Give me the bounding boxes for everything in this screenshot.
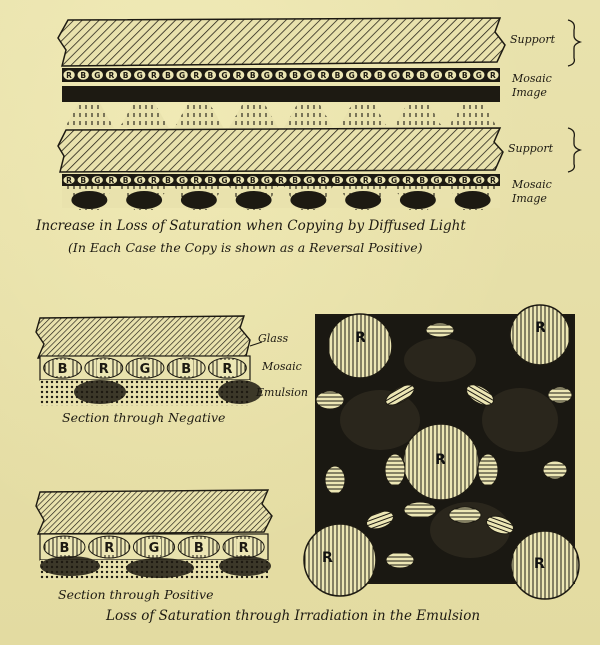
mosaic-grain-letter: G (179, 176, 186, 185)
mosaic-grain-letter: G (390, 71, 398, 80)
mosaic-grain-letter: B (207, 176, 214, 185)
section-grain-letter: R (104, 541, 115, 556)
light-cone (284, 102, 333, 128)
mosaic-grain-letter: B (207, 71, 214, 80)
mosaic-grain (261, 70, 273, 80)
micrograph-letter-r-5: R (534, 556, 545, 572)
mosaic-grain-letter: G (94, 71, 101, 80)
mosaic-grain (176, 70, 188, 80)
support-layer-2 (58, 128, 503, 172)
light-cone (338, 102, 387, 128)
mosaic-grain (445, 70, 457, 80)
label-mosaic-image-2: Mosaic Image (512, 178, 552, 205)
caption-positive: Section through Positive (58, 587, 214, 602)
mosaic-grain-letter: G (306, 176, 313, 185)
caption-bottom: Loss of Saturation through Irradiation in the Emulsion (106, 608, 481, 624)
image-mass (236, 191, 272, 209)
section-grain-letter: R (98, 362, 109, 377)
section-grain (44, 536, 85, 558)
mosaic-grain-letter: R (193, 71, 200, 80)
positive-emulsion-blobs (40, 556, 271, 578)
mosaic-grain-letter: B (334, 71, 341, 80)
mosaic-grain-letter: R (235, 71, 242, 80)
mosaic-grain (487, 70, 499, 80)
mosaic-grain-letter: B (334, 176, 341, 185)
mosaic-grain-letter: B (377, 176, 383, 185)
label-support-1: Support (510, 33, 556, 46)
support-layer-1 (58, 18, 505, 66)
positive-grains (44, 536, 264, 558)
mosaic-grain-letter: R (278, 71, 284, 80)
subcaption-top: (In Each Case the Copy is shown as a Reversal Positive) (68, 240, 423, 255)
mosaic-grain-letter: B (461, 176, 468, 185)
support-brace-2 (568, 128, 580, 172)
image-mass (290, 191, 326, 209)
mosaic-grain-letter: G (263, 176, 270, 185)
grain-r-bottom-right (511, 531, 579, 599)
mosaic-grain (219, 70, 231, 80)
section-grain-letter: R (222, 362, 233, 377)
light-cone (174, 102, 223, 128)
mosaic-grain (148, 70, 160, 80)
section-grain (44, 358, 82, 378)
section-grain (223, 536, 264, 558)
mosaic-grain (63, 70, 75, 80)
mosaic-grain-letter: B (165, 71, 171, 80)
micrograph-letter-r-2: R (535, 320, 546, 336)
mosaic-grain-letter: G (433, 71, 440, 80)
mosaic-grain-letter: G (475, 176, 482, 185)
mosaic-grain (332, 70, 344, 80)
mosaic-grain-letter: R (150, 71, 157, 80)
light-cone (65, 102, 114, 128)
image-mass (71, 191, 107, 209)
mosaic-grain-letter: R (278, 176, 284, 185)
mosaic-grain-letter: G (179, 71, 186, 80)
mosaic-grain-letter: B (122, 71, 129, 80)
mosaic-grain-letter: G (390, 176, 398, 185)
mosaic-grain-letter: B (461, 71, 468, 80)
light-cone (393, 102, 442, 128)
micrograph-letter-r-4: R (322, 550, 333, 566)
section-grain (85, 358, 123, 378)
mosaic-grain-letter: R (150, 176, 157, 185)
mosaic-grain (402, 70, 414, 80)
label-mosaic-image-1: Mosaic Image (512, 72, 552, 99)
mosaic-grain (459, 70, 471, 80)
mosaic-grain-letter: B (419, 176, 426, 185)
section-grain-letter: B (181, 362, 192, 377)
mosaic-grain-letter: R (490, 176, 496, 185)
section-grain-letter: G (148, 541, 160, 556)
image-mass (455, 191, 491, 209)
light-cone (448, 102, 497, 128)
mosaic-grain (317, 70, 329, 80)
mosaic-grain-letter: G (348, 71, 355, 80)
mosaic-grain-letter: R (405, 71, 412, 80)
mosaic-grain-letter: B (419, 71, 426, 80)
mosaic-grain-letter: R (447, 71, 454, 80)
mosaic-grain-letter: G (348, 176, 355, 185)
mosaic-grain-letter: B (249, 71, 256, 80)
mosaic-grain-letter: B (377, 71, 383, 80)
section-grain-letter: R (238, 541, 249, 556)
section-grain (89, 536, 130, 558)
section-grain-letter: B (59, 541, 70, 556)
glass-layer-negative (36, 316, 250, 358)
mosaic-grain-letter: R (362, 71, 369, 80)
mosaic-grain-letter: R (490, 71, 496, 80)
image-mass (400, 191, 436, 209)
mosaic-grain (416, 70, 428, 80)
section-grain (167, 358, 205, 378)
mosaic-grain-letter: R (447, 176, 454, 185)
mosaic-grain-letter: R (108, 176, 115, 185)
section-grain-letter: G (139, 362, 151, 377)
light-cone (119, 102, 168, 128)
mosaic-grain-letter: R (362, 176, 369, 185)
micrograph-letter-r-3: R (435, 452, 446, 468)
mosaic-grain-letter: R (193, 176, 200, 185)
image-band-1 (62, 86, 500, 102)
mosaic-grain-letter: G (306, 71, 313, 80)
mosaic-grain (77, 70, 89, 80)
section-grain (126, 358, 164, 378)
mosaic-grain-letter: G (263, 71, 270, 80)
mosaic-grain (190, 70, 202, 80)
mosaic-grain (91, 70, 103, 80)
mosaic-grain (388, 70, 400, 80)
mosaic-grain-letter: B (122, 176, 129, 185)
glass-layer-positive (36, 490, 272, 534)
mosaic-grain (134, 70, 146, 80)
grain-r-top-left (328, 314, 392, 378)
mosaic-grain-letter: B (165, 176, 171, 185)
mosaic-grain (106, 70, 118, 80)
mosaic-grain-letter: R (235, 176, 242, 185)
mosaic-grain (275, 70, 287, 80)
mosaic-grain-letter: B (292, 71, 298, 80)
mosaic-grain (360, 70, 372, 80)
mosaic-grain-letter: G (94, 176, 101, 185)
label-mosaic: Mosaic (262, 360, 302, 373)
mosaic-grain (247, 70, 259, 80)
mosaic-grain-letter: G (136, 176, 143, 185)
mosaic-grain-letter: G (433, 176, 440, 185)
mosaic-grain (473, 70, 485, 80)
mosaic-grains-2 (63, 176, 499, 185)
section-grain (178, 536, 219, 558)
mosaic-grain-letter: G (221, 176, 228, 185)
mosaic-grain-letter: B (292, 176, 298, 185)
mosaic-grain-letter: B (80, 71, 87, 80)
light-cone (229, 102, 278, 128)
label-support-2: Support (508, 142, 554, 155)
mosaic-grain-letter: R (320, 176, 327, 185)
section-grain (133, 536, 174, 558)
mosaic-grain-letter: R (108, 71, 115, 80)
mosaic-grain-letter: G (475, 71, 482, 80)
mosaic-grain-letter: B (249, 176, 256, 185)
caption-top: Increase in Loss of Saturation when Copying by Diffused Light (36, 218, 466, 234)
caption-negative: Section through Negative (62, 410, 226, 425)
section-grain (208, 358, 246, 378)
image-mass (345, 191, 381, 209)
mosaic-grain-letter: R (66, 71, 72, 80)
mosaic-grains-1 (63, 70, 499, 80)
mosaic-grain-letter: G (221, 71, 228, 80)
mosaic-grain (162, 70, 174, 80)
mosaic-grain-letter: B (80, 176, 87, 185)
negative-grains (44, 358, 247, 378)
grain-r-bottom-left (304, 524, 376, 596)
mosaic-grain (233, 70, 245, 80)
mosaic-grain-letter: G (136, 71, 143, 80)
mosaic-grain-letter: R (66, 176, 72, 185)
mosaic-grain-letter: R (405, 176, 412, 185)
light-cones-1 (65, 102, 498, 128)
section-grain-letter: B (193, 541, 204, 556)
mosaic-grain (120, 70, 132, 80)
mosaic-grain (430, 70, 442, 80)
image-mass (126, 191, 162, 209)
mosaic-grain (346, 70, 358, 80)
mosaic-grain (204, 70, 216, 80)
image-mass (181, 191, 217, 209)
label-emulsion: Emulsion (256, 386, 308, 399)
support-brace-1 (568, 20, 580, 66)
micrograph-letter-r-1: R (355, 330, 366, 346)
mosaic-grain (374, 70, 386, 80)
mosaic-grain (303, 70, 315, 80)
label-glass: Glass (258, 332, 289, 345)
mosaic-grain (289, 70, 301, 80)
section-grain-letter: B (57, 362, 68, 377)
mosaic-grain-letter: R (320, 71, 327, 80)
